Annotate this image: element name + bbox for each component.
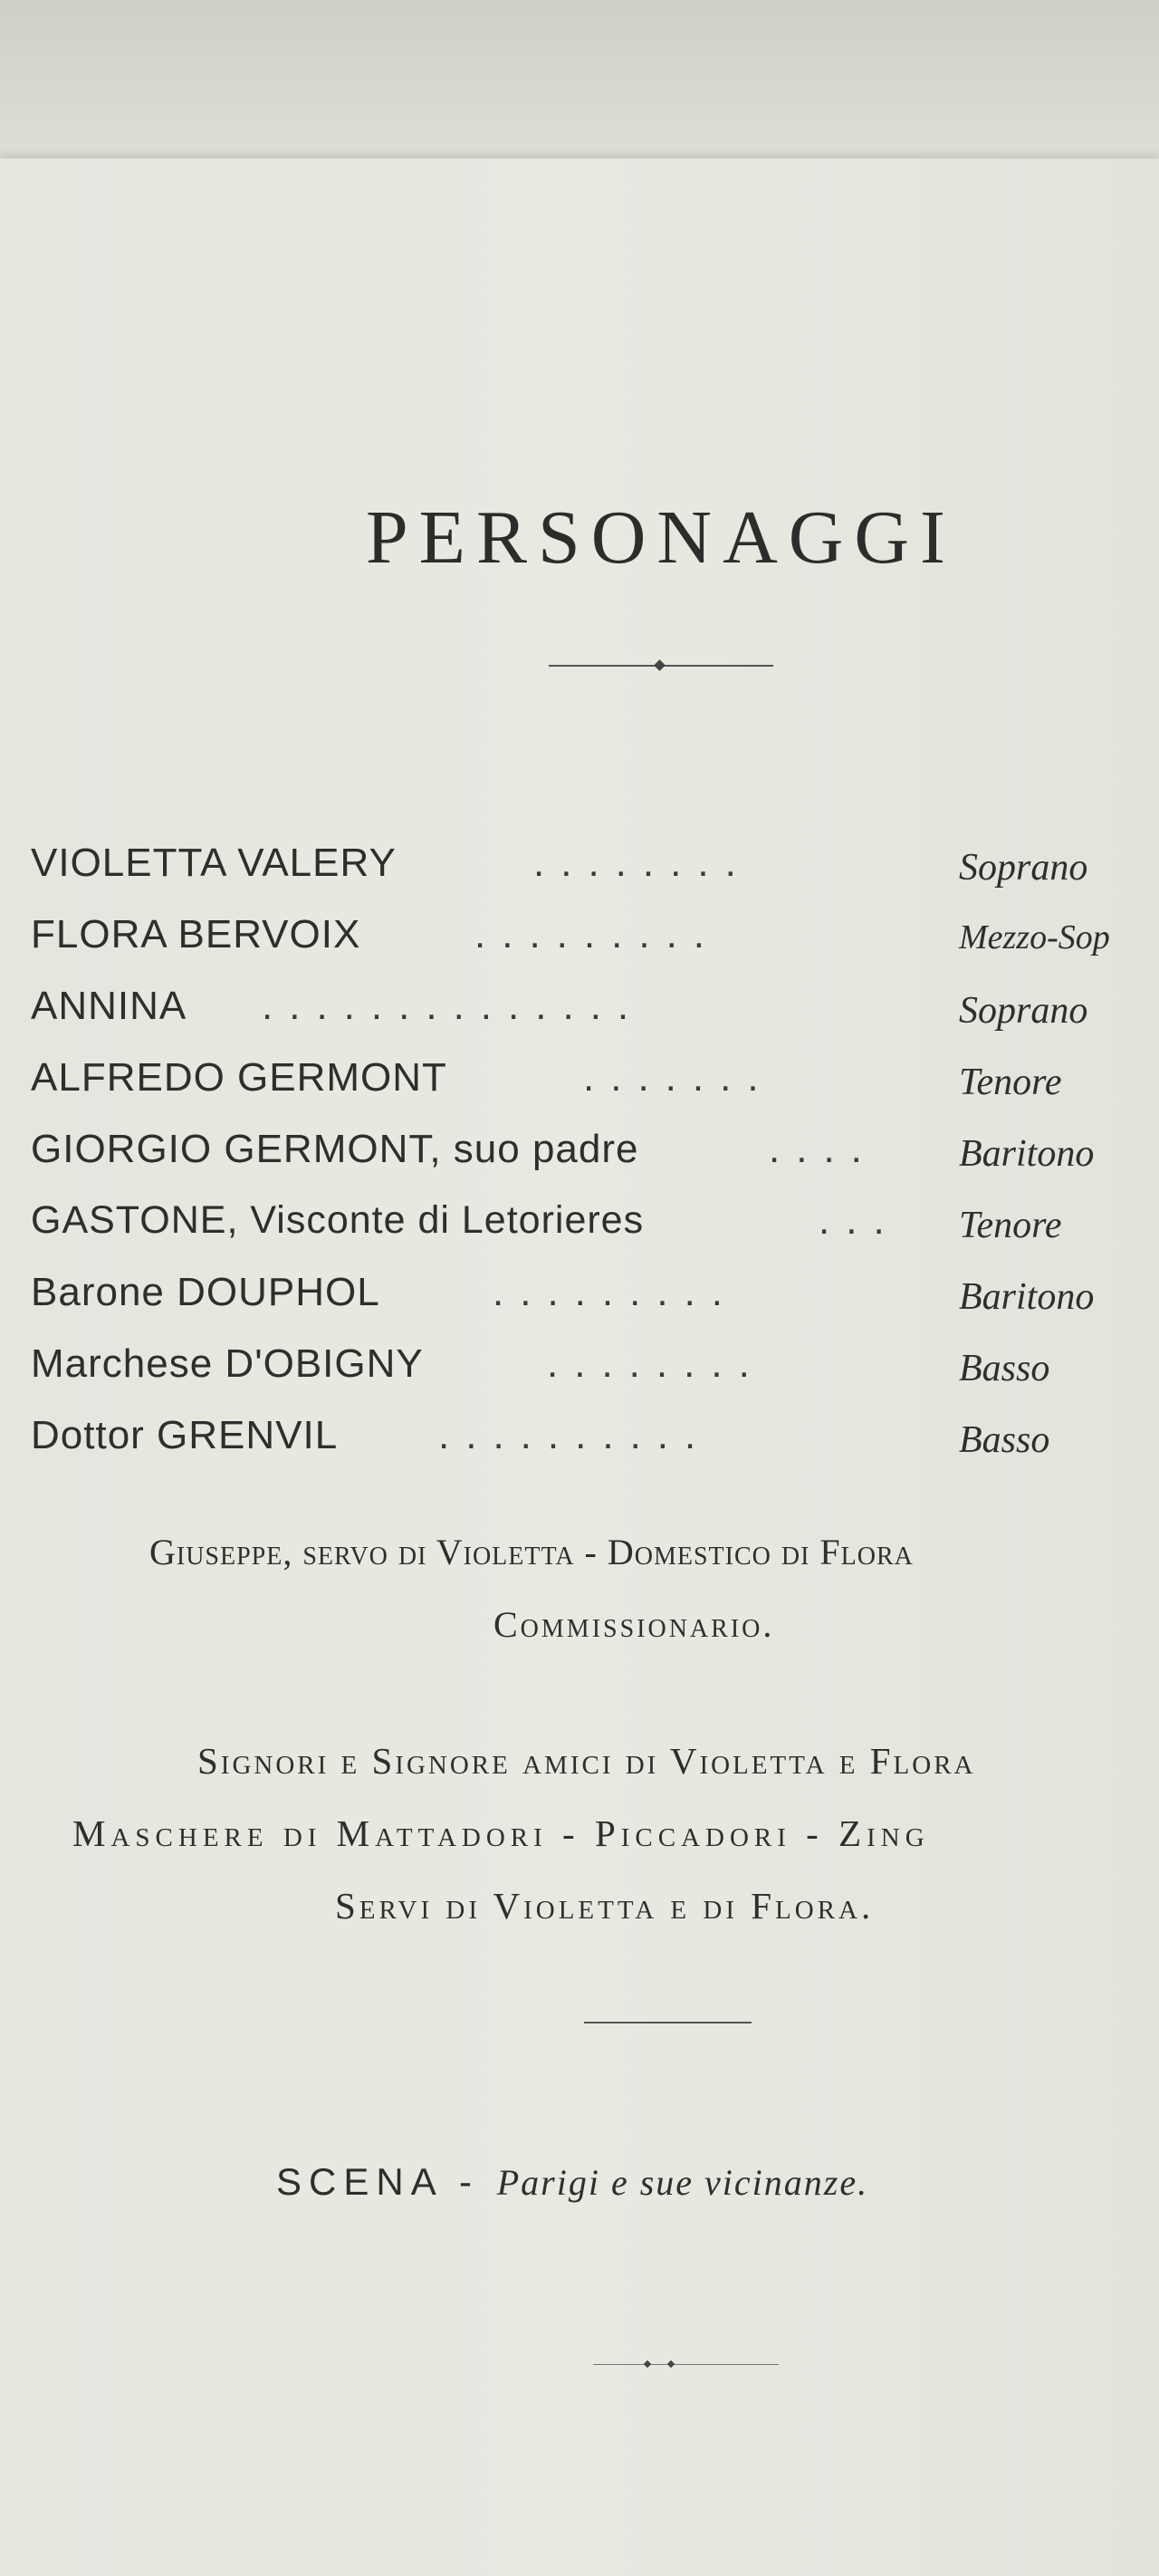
- character-name: Marchese D'OBIGNY: [31, 1341, 424, 1386]
- cast-row: [31, 1198, 1159, 1253]
- leader-dots: .........: [493, 1270, 740, 1314]
- leader-dots: ..............: [262, 984, 646, 1028]
- voice-type: Mezzo-Sop: [959, 918, 1110, 956]
- chorus-line: Signori e Signore amici di Violetta e Flora: [197, 1740, 976, 1782]
- character-name: VIOLETTA VALERY: [31, 841, 397, 885]
- scene-label: SCENA: [276, 2160, 442, 2203]
- scene-place: Parigi e sue vicinanze.: [496, 2162, 869, 2203]
- voice-type: Tenore: [959, 1062, 1062, 1103]
- leader-dots: ....: [769, 1127, 878, 1171]
- character-name: GIORGIO GERMONT, suo padre: [31, 1127, 639, 1171]
- secondary-characters-line: Commissionario.: [493, 1604, 775, 1645]
- voice-type: Basso: [959, 1419, 1050, 1461]
- character-name: ANNINA: [31, 984, 187, 1028]
- leader-dots: ...: [819, 1198, 901, 1243]
- cast-row: [31, 841, 1159, 895]
- character-name: GASTONE, Visconte di Letorieres: [31, 1198, 645, 1242]
- cast-row: [31, 1341, 1159, 1396]
- voice-type: Soprano: [959, 847, 1088, 889]
- page-title: PERSONAGGI: [365, 495, 957, 580]
- cast-row: [31, 1413, 1159, 1467]
- leader-dots: .......: [583, 1055, 775, 1100]
- bottom-ornament-rule: [593, 2364, 779, 2365]
- cast-row: [31, 1055, 1159, 1110]
- voice-type: Baritono: [959, 1276, 1095, 1318]
- cast-row: [31, 1270, 1159, 1324]
- secondary-characters-line: Giuseppe, servo di Violetta - Domestico di Flora: [149, 1532, 914, 1572]
- chorus-line: Maschere di Mattadori - Piccadori - Zing: [72, 1812, 930, 1854]
- cast-row: [31, 984, 1159, 1038]
- leader-dots: ..........: [438, 1413, 713, 1457]
- cast-row: [31, 912, 1159, 966]
- voice-type: Basso: [959, 1348, 1050, 1389]
- leader-dots: ........: [533, 841, 752, 885]
- voice-type: Soprano: [959, 990, 1088, 1032]
- chorus-line: Servi di Violetta e di Flora.: [335, 1885, 875, 1927]
- cast-row: [31, 1127, 1159, 1181]
- voice-type: Tenore: [959, 1205, 1062, 1246]
- scene-setting: [276, 2160, 868, 2204]
- scene-separator: -: [441, 2160, 497, 2203]
- character-name: Barone DOUPHOL: [31, 1270, 380, 1314]
- voice-type: Baritono: [959, 1133, 1095, 1175]
- leader-dots: .........: [474, 912, 722, 956]
- page-background: [0, 0, 1159, 172]
- leader-dots: ........: [547, 1341, 766, 1386]
- character-name: FLORA BERVOIX: [31, 912, 361, 956]
- section-divider: [584, 2022, 752, 2023]
- character-name: ALFREDO GERMONT: [31, 1055, 447, 1100]
- character-name: Dottor GRENVIL: [31, 1413, 339, 1457]
